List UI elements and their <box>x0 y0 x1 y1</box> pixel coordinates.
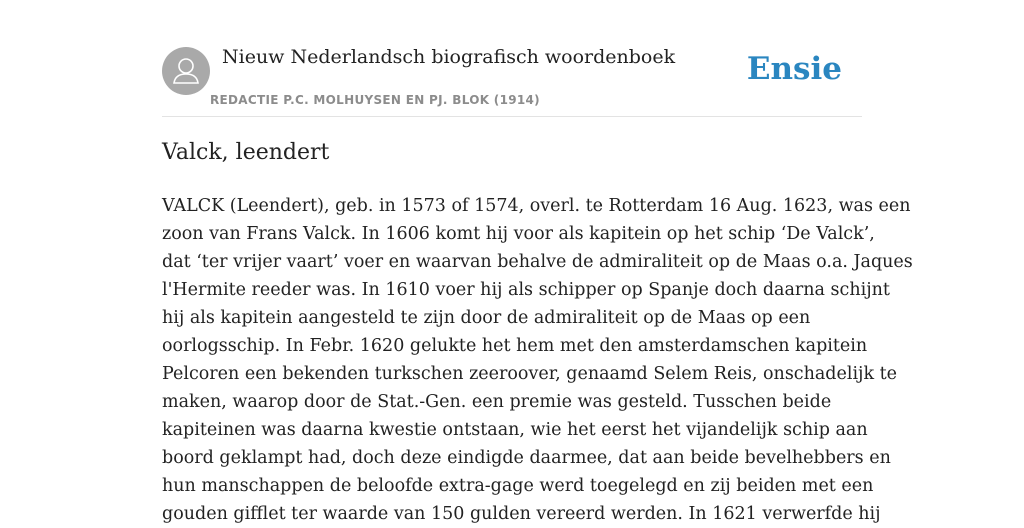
article-title: Valck, leendert <box>162 140 330 165</box>
body-line: hun manschappen de beloofde extra-gage werd toegelegd en zij beiden met een <box>162 476 874 496</box>
body-line: gouden gifflet ter waarde van 150 gulden vereerd werden. In 1621 verwerfde hij <box>162 504 881 524</box>
body-line: Pelcoren een bekenden turkschen zeeroover, genaamd Selem Reis, onschadelijk te <box>162 364 898 384</box>
body-line: boord geklampt had, doch deze eindigde daarmee, dat aan beide bevelhebbers en <box>162 448 891 468</box>
body-line: oorlogsschip. In Febr. 1620 gelukte het hem met den amsterdamschen kapitein <box>162 336 868 356</box>
body-line: dat ‘ter vrijer vaart’ voer en waarvan behalve de admiraliteit op de Maas o.a. Jaques <box>162 252 913 272</box>
body-line: hij als kapitein aangesteld te zijn door de admiraliteit op de Maas op een <box>162 308 811 328</box>
body-line: l'Hermite reeder was. In 1610 voer hij als schipper op Spanje doch daarna schijnt <box>162 280 890 300</box>
body-line: maken, waarop door de Stat.-Gen. een premie was gesteld. Tusschen beide <box>162 392 832 412</box>
ensie-logo[interactable]: Ensie <box>746 51 842 87</box>
source-header <box>162 46 862 117</box>
article-body <box>162 192 913 528</box>
body-line: kapiteinen was daarna kwestie ontstaan, wie het eerst het vijandelijk schip aan <box>162 420 868 440</box>
source-title[interactable]: Nieuw Nederlandsch biografisch woordenboek <box>222 46 676 68</box>
body-line: zoon van Frans Valck. In 1606 komt hij voor als kapitein op het schip ‘De Valck’, <box>162 224 875 244</box>
user-icon <box>162 47 210 95</box>
source-editors: REDACTIE P.C. MOLHUYSEN EN PJ. BLOK (1914) <box>210 93 540 107</box>
body-line: VALCK (Leendert), geb. in 1573 of 1574, overl. te Rotterdam 16 Aug. 1623, was een <box>162 196 911 216</box>
